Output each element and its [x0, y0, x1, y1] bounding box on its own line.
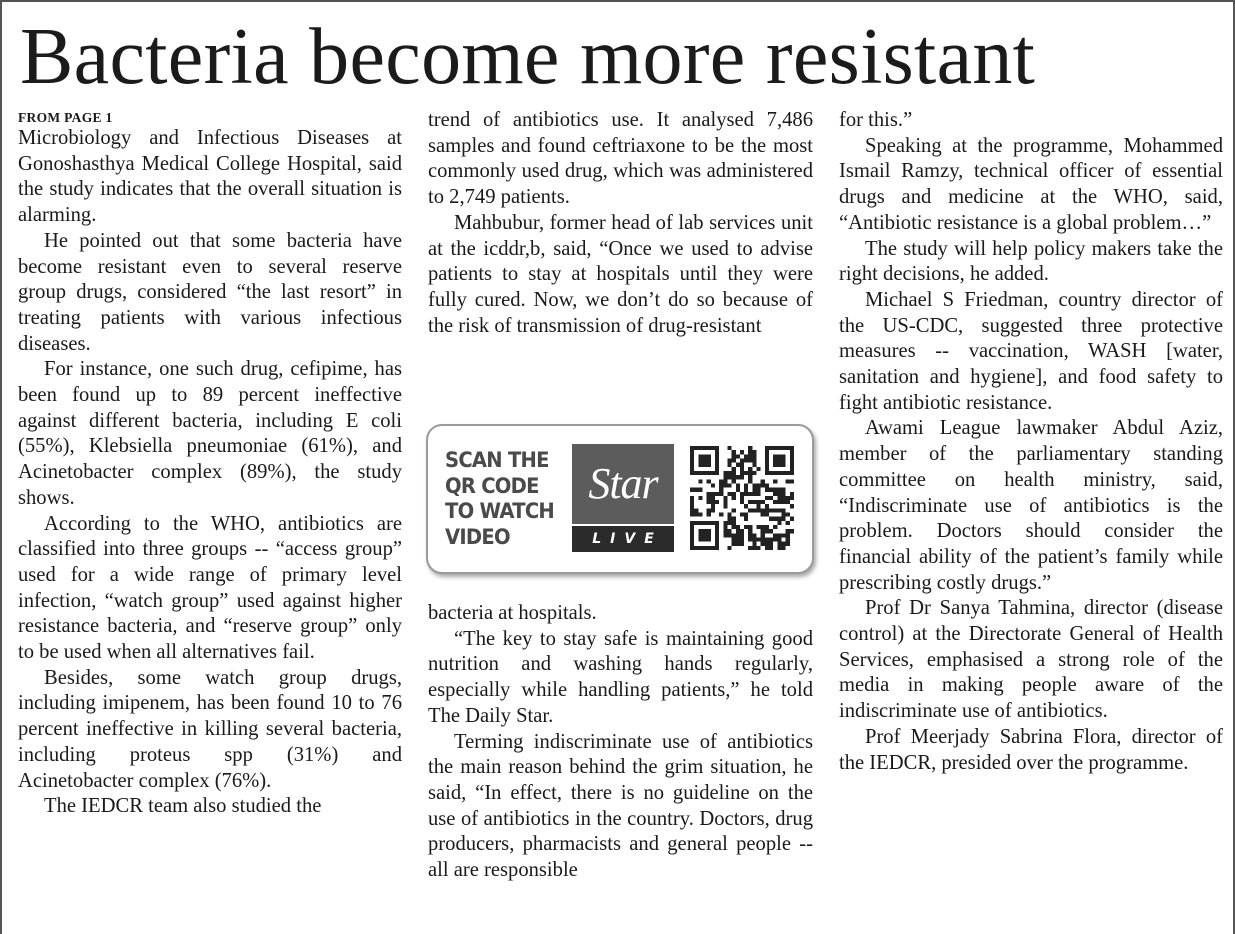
paragraph: Prof Meerjady Sabrina Flora, director of the IEDCR, presided over the programme.: [839, 725, 1223, 774]
paragraph: According to the WHO, antibiotics are classified into three groups -- “access group” used for a wide range of primary level infection, “watch group” used against higher resistance bacteria, and “reserve group” only to be used when all alternatives fail.: [18, 512, 402, 664]
paragraph: trend of antibiotics use. It analysed 7,486 samples and found ceftriaxone to be the most commonly used drug, which was administered to 2,749 patients.: [428, 109, 813, 209]
qr-promo-caption: SCAN THE QR CODE TO WATCH VIDEO: [445, 448, 555, 549]
headline: Bacteria become more resistant: [20, 13, 1036, 101]
paragraph: Microbiology and Infectious Diseases at Gonoshasthya Medical College Hospital, said the study indicates that the overall situation is alarming.: [18, 127, 402, 227]
paragraph: “The key to stay safe is maintaining good nutrition and washing hands regularly, especially while handling patients,” he told The Daily Star.: [428, 627, 813, 727]
logo-wordmark: Star: [588, 459, 658, 508]
article-column-3: [839, 108, 1223, 776]
paragraph: Speaking at the programme, Mohammed Ismail Ramzy, technical officer of essential drugs and medicine at the WHO, said, “Antibiotic resistance is a global problem…”: [839, 134, 1223, 234]
article-column-1: [18, 108, 402, 820]
paragraph: bacteria at hospitals.: [428, 602, 597, 624]
paragraph: for this.”: [839, 109, 913, 131]
kicker-from-page: FROM PAGE 1: [18, 110, 113, 125]
paragraph: The study will help policy makers take the right decisions, he added.: [839, 237, 1223, 286]
star-live-logo: [572, 444, 674, 552]
logo-live-tag: LIVE: [592, 531, 663, 547]
paragraph: For instance, one such drug, cefipime, has been found up to 89 percent ineffective against different bacteria, including E coli (55%), Klebsiella pneumoniae (61%), and Acinetobacter complex (89%), the study shows.: [18, 358, 402, 509]
qr-code-icon: [690, 446, 794, 550]
paragraph: Mahbubur, former head of lab services unit at the icddr,b, said, “Once we used to advise patients to stay at hospitals until they were fully cured. Now, we don’t do so because of the risk of transmission of drug-resistant: [428, 211, 813, 337]
paragraph: Terming indiscriminate use of antibiotics the main reason behind the grim situation, he said, “In effect, there is no guideline on the use of antibiotics in the country. Doctors, drug producers, pharmacists and general people -- all are responsible: [428, 730, 813, 882]
paragraph: Awami League lawmaker Abdul Aziz, member of the parliamentary standing committee on health ministry, said, “Indiscriminate use of antibiotics is the problem. Doctors should consider the financial ability of the patient’s family while prescribing costly drugs.”: [839, 417, 1223, 594]
paragraph: Michael S Friedman, country director of the US-CDC, suggested three protective measures -- vaccination, WASH [water, sanitation and hygiene], and food safety to fight antibiotic resistance.: [839, 288, 1223, 414]
paragraph: Besides, some watch group drugs, including imipenem, has been found 10 to 76 percent ineffective in killing several bacteria, including proteus spp (31%) and Acinetobacter complex (76%).: [18, 666, 402, 792]
qr-video-promo: [426, 424, 814, 574]
paragraph: The IEDCR team also studied the: [44, 795, 322, 818]
paragraph: Prof Dr Sanya Tahmina, director (disease control) at the Directorate General of Health Services, emphasised a strong role of the media in making people aware of the indiscriminate use of antibiotics.: [839, 597, 1223, 723]
paragraph: He pointed out that some bacteria have become resistant even to several reserve group drugs, considered “the last resort” in treating patients with various infectious diseases.: [18, 229, 402, 355]
